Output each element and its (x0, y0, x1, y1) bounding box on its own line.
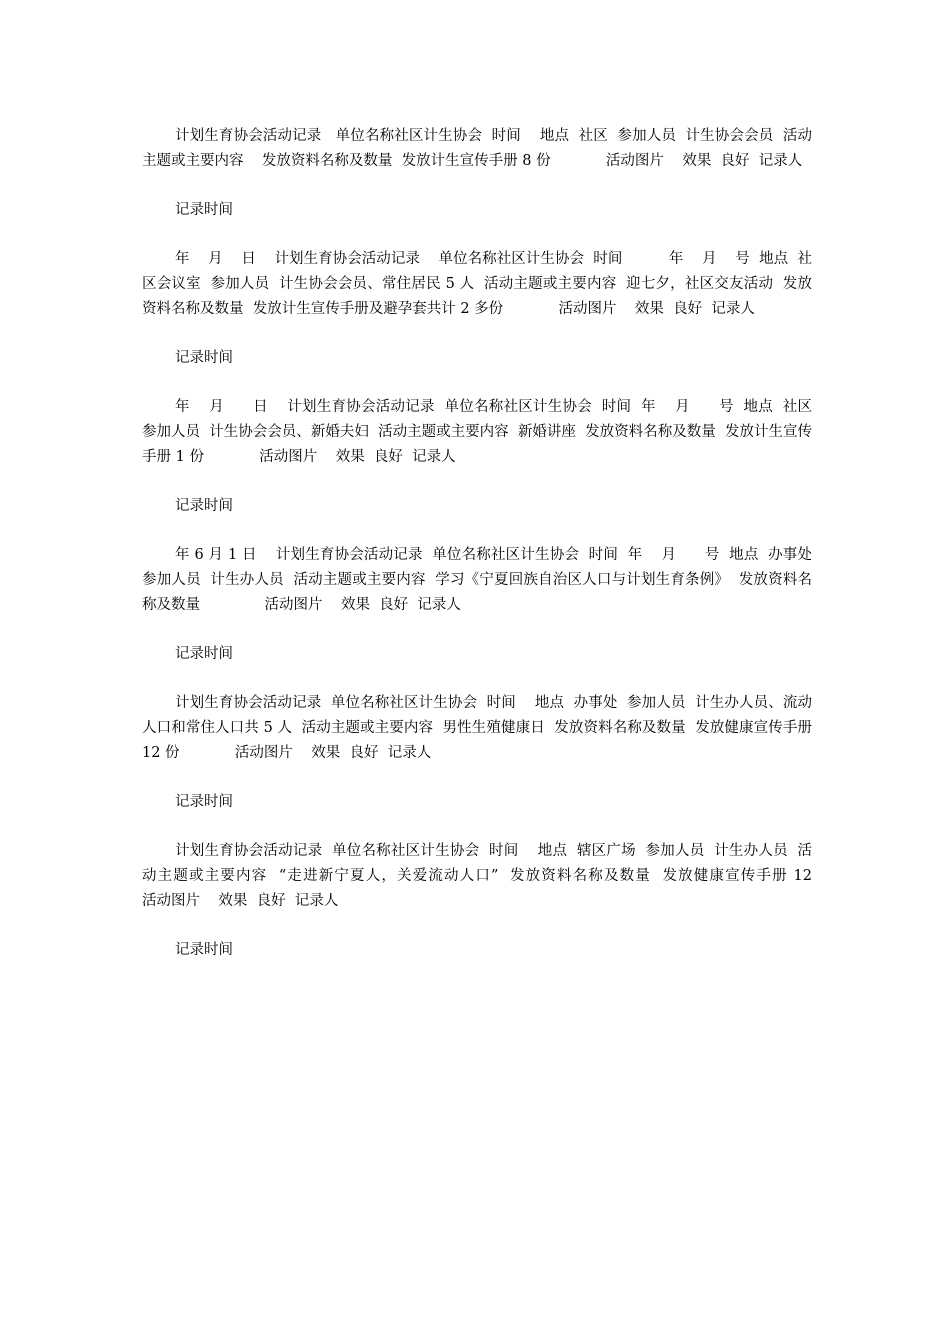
activity-record-5: 计划生育协会活动记录 单位名称社区计生协会 时间 地点 办事处 参加人员 计生办人员、流动人口和常住人口共 5 人 活动主题或主要内容 男性生殖健康日 发放资料名称及数量 发放健康宣传手册 12 份 活动图片 效果 良好 记录人 (142, 695, 817, 761)
record-time-label-6: 记录时间 (175, 942, 233, 958)
activity-record-4: 年 6 月 1 日 计划生育协会活动记录 单位名称社区计生协会 时间 年 月 号 地点 办事处 参加人员 计生办人员 活动主题或主要内容 学习《宁夏回族自治区人口与计划生育条例》 发放资料名称及数量 活动图片 效果 良好 记录人 (142, 547, 822, 613)
activity-record-1: 计划生育协会活动记录 单位名称社区计生协会 时间 地点 社区 参加人员 计生协会会员 活动主题或主要内容 发放资料名称及数量 发放计生宣传手册 8 份 活动图片 效果 良好 记录人 (142, 128, 812, 169)
record-time-label-3: 记录时间 (175, 498, 233, 514)
record-time-label-5: 记录时间 (175, 794, 233, 810)
record-time-label-2: 记录时间 (175, 350, 233, 366)
activity-record-6: 计划生育协会活动记录 单位名称社区计生协会 时间 地点 辖区广场 参加人员 计生办人员 活动主题或主要内容 “走进新宁夏人，关爱流动人口” 发放资料名称及数量 发放健康宣传手册 12 活动图片 效果 良好 记录人 (142, 843, 868, 909)
record-time-label-4: 记录时间 (175, 646, 233, 662)
document-body (142, 124, 868, 987)
activity-record-3: 年 月 日 计划生育协会活动记录 单位名称社区计生协会 时间 年 月 号 地点 社区 参加人员 计生协会会员、新婚夫妇 活动主题或主要内容 新婚讲座 发放资料名称及数量 发放计生宣传手册 1 份 活动图片 效果 良好 记录人 (142, 399, 822, 465)
activity-record-2: 年 月 日 计划生育协会活动记录 单位名称社区计生协会 时间 年 月 号 地点 社区会议室 参加人员 计生协会会员、常住居民 5 人 活动主题或主要内容 迎七夕，社区交友活动 发放资料名称及数量 发放计生宣传手册及避孕套共计 2 多份 活动图片 效果 良好 记录人 (142, 251, 812, 317)
record-time-label-1: 记录时间 (175, 202, 233, 218)
